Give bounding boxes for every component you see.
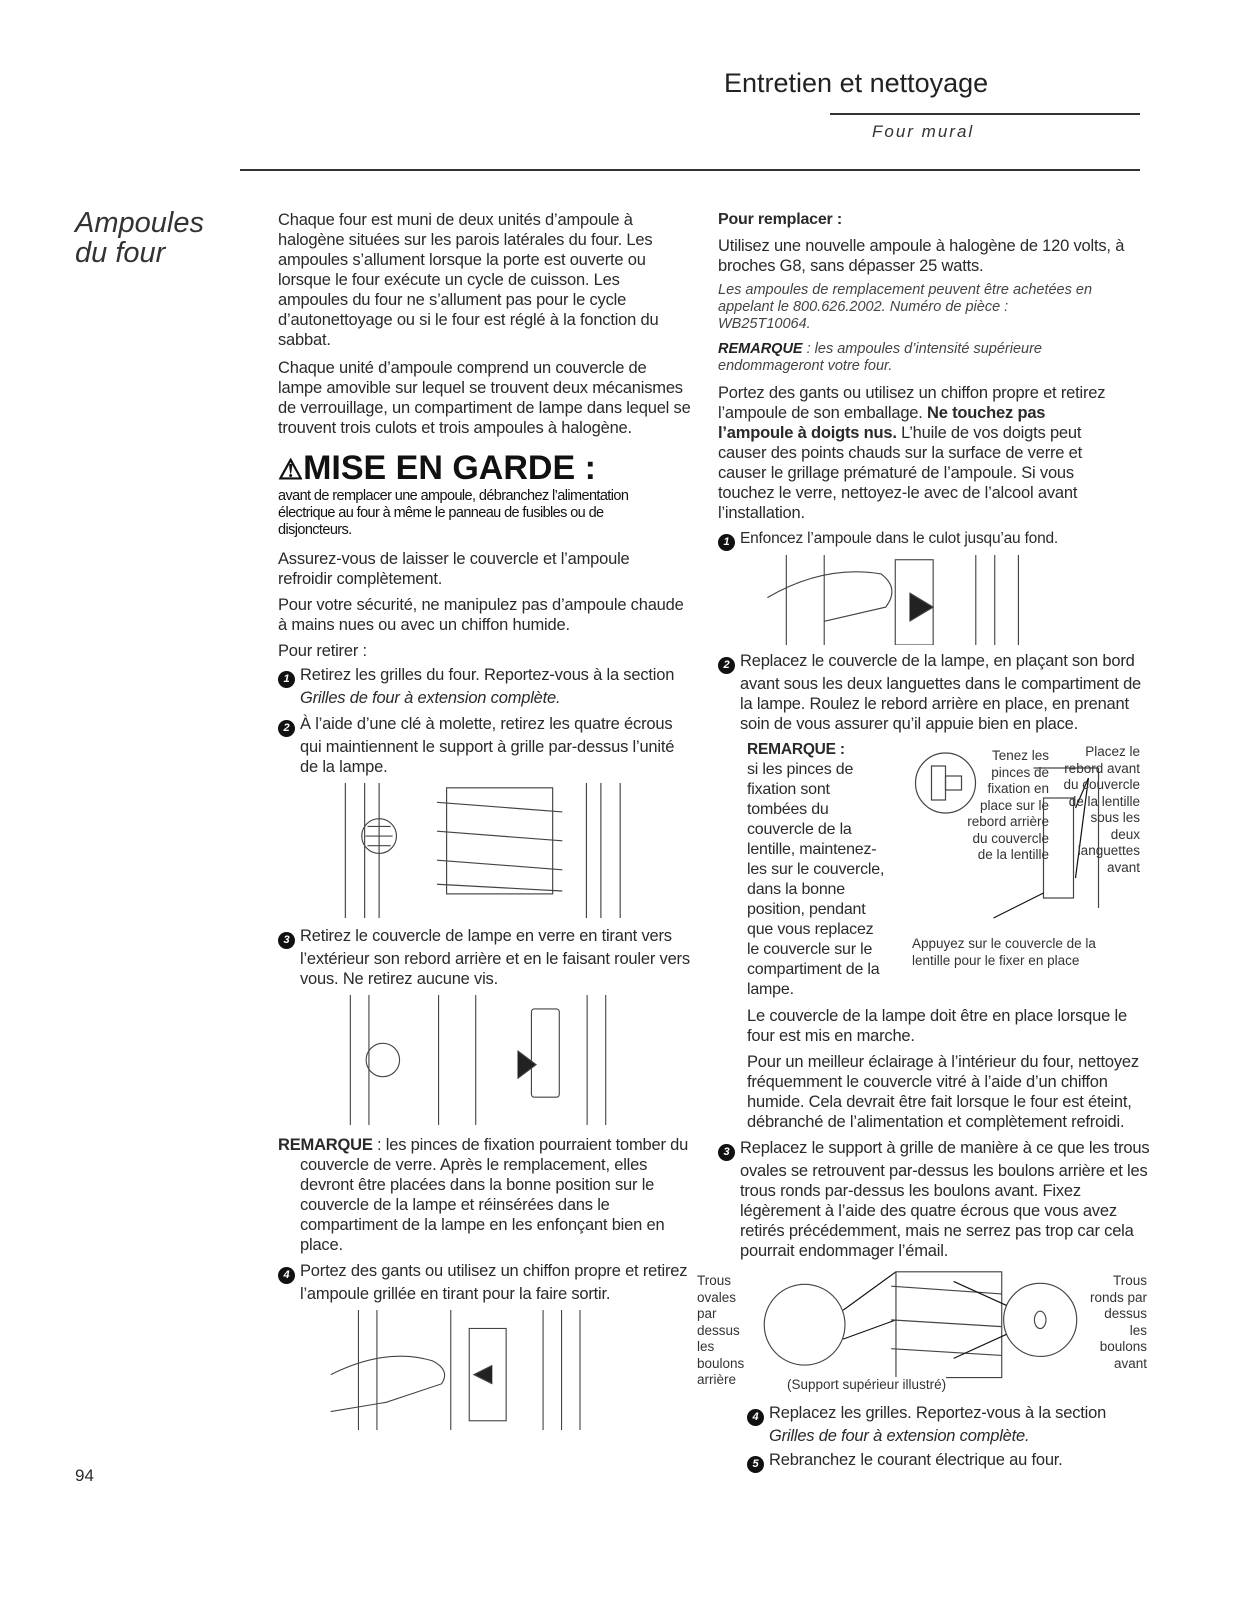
header-rule: [830, 113, 1140, 115]
rack-illustration: [335, 783, 645, 918]
hold-clips-label: Tenez les pinces de fixation en place sur le rebord arrière du couvercle de la lentille: [967, 748, 1049, 862]
section-rule: [240, 169, 1140, 171]
clip-note-row: [718, 740, 1140, 1000]
cover-in-place: Le couvercle de la lampe doit être en place lorsque le four est mis en marche.: [747, 1007, 1127, 1045]
bulb-spec: Utilisez une nouvelle ampoule à halogène de 120 volts, à broches G8, sans dépasser 25 watts.: [718, 237, 1125, 275]
section-title-line1: Ampoules: [75, 207, 204, 239]
remove-heading: Pour retirer :: [278, 642, 367, 660]
remove-step-1: 1 Retirez les grilles du four. Reportez-vous à la section Grilles de four à extension complète.: [278, 665, 693, 708]
remove-step-3: 3 Retirez le couvercle de lampe en verre en tirant vers l’extérieur son rebord arrière et en le faisant rouler vers vous. Ne retirez aucune vis.: [278, 926, 700, 989]
support-label: (Support supérieur illustré): [787, 1377, 947, 1392]
bulb-removal-illustration: [320, 1310, 600, 1430]
round-holes-label: Trous ronds par dessus les boulons avant: [1089, 1273, 1147, 1371]
left-column: [278, 210, 693, 1430]
replace-step-2: 2 Replacez le couvercle de la lampe, en plaçant son bord avant sous les deux languettes dans le compartiment de la lampe. Roulez le rebord arrière en place, en prenant soin de vous assurer qu’il appuie bien en place.: [718, 651, 1150, 734]
rack-support-diagram: [755, 1267, 1085, 1392]
gloves-paragraph: Portez des gants ou utilisez un chiffon propre et retirez l’ampoule de son emballage. Ne touchez pas l’ampoule à doigts nus. L’huile de vos doigts peut causer des points chauds sur la surface de verre et causer le grillage prématuré de l’ampoule. Si vous touchez le verre, nettoyez-le avec de l’alcool avant l’installation.: [718, 384, 1106, 522]
warning-icon: ⚠: [278, 454, 304, 485]
remove-step-2: 2 À l’aide d’une clé à molette, retirez les quatre écrous qui maintiennent le support à grille par-dessus l’unité de la lampe.: [278, 714, 690, 777]
rack-support-box: [697, 1267, 1147, 1397]
press-cover-label: Appuyez sur le couvercle de la lentille pour le fixer en place: [912, 936, 1096, 968]
caution-heading: ⚠MISE EN GARDE :: [278, 449, 596, 487]
place-edge-label: Placez le rebord avant du couvercle de la lentille sous les deux languettes avant: [1063, 744, 1140, 875]
lens-cover-diagram-box: [887, 740, 1140, 980]
header-title: Entretien et nettoyage: [724, 68, 989, 98]
remove-note: REMARQUE : les pinces de fixation pourraient tomber du couvercle de verre. Après le remplacement, elles devront être placées dans la bonne position sur le couvercle de la lampe et réinsérées dans le compartiment de la lampe en les enfonçant bien en place.: [278, 1136, 689, 1254]
wattage-note: REMARQUE : les ampoules d’intensité supérieure endommageront votre four.: [718, 341, 1042, 374]
unit-paragraph: Chaque unité d’ampoule comprend un couvercle de lampe amovible sur lequel se trouvent deux mécanismes de verrouillage, un compartiment de lampe dans lequel se trouvent trois culots et trois ampoules à halogène.: [278, 359, 691, 437]
header-subtitle: Four mural: [872, 122, 975, 141]
bulb-insert-illustration: [760, 555, 1040, 645]
replace-step-3: 3 Replacez le support à grille de manière à ce que les trous ovales se retrouvent par-dessus les boulons arrière et les trous ronds par-dessus les boulons avant. Fixez légèrement à l’aide des quatre écrous que vous avez retirés précédemment, mais ne serrez pas trop car cela pourrait endommager l’émail.: [718, 1138, 1160, 1261]
cool-paragraph: Assurez-vous de laisser le couvercle et l’ampoule refroidir complètement.: [278, 550, 630, 588]
intro-paragraph: Chaque four est muni de deux unités d’ampoule à halogène situées sur les parois latérales du four. Les ampoules s’allument lorsque la porte est ouverte ou lorsque le four exécute un cycle de cuisson. Les ampoules du four ne s’allument pas pour le cycle d’autonettoyage ou si le four est réglé à la fonction du sabbat.: [278, 211, 659, 349]
replace-step-5: 5 Rebranchez le courant électrique au four.: [718, 1450, 1139, 1473]
replace-step-4: 4 Replacez les grilles. Reportez-vous à la section Grilles de four à extension complète.: [718, 1403, 1129, 1446]
oval-holes-label: Trous ovales par dessus les boulons arrière: [697, 1273, 745, 1387]
purchase-info: Les ampoules de remplacement peuvent être achetées en appelant le 800.626.2002. Numéro de pièce : WB25T10064.: [718, 282, 1093, 332]
remove-step-4: 4 Portez des gants ou utilisez un chiffon propre et retirez l’ampoule grillée en tirant pour la faire sortir.: [278, 1261, 720, 1304]
replace-step-1: 1 Enfoncez l’ampoule dans le culot jusqu’au fond.: [718, 529, 1140, 551]
right-column: [697, 210, 1150, 1473]
section-title-line2: du four: [75, 237, 166, 269]
caution-text: avant de remplacer une ampoule, débranchez l’alimentation électrique au four à même le panneau de fusibles ou de disjoncteurs.: [278, 488, 629, 538]
lamp-cover-illustration: [335, 995, 635, 1125]
clip-note: REMARQUE : si les pinces de fixation sont tombées du couvercle de la lentille, maintenez-les sur le couvercle, dans la bonne position, pendant que vous replacez le couvercle sur le compartiment de la lampe.: [747, 741, 885, 998]
cleaning-paragraph: Pour un meilleur éclairage à l’intérieur du four, nettoyez fréquemment le couvercle vitré à l’aide d’un chiffon humide. Cela devrait être fait lorsque le four est éteint, débranché de l’alimentation et complètement refroidi.: [747, 1053, 1139, 1131]
page-number: 94: [75, 1466, 94, 1485]
replace-heading: Pour remplacer :: [718, 211, 842, 228]
safety-paragraph: Pour votre sécurité, ne manipulez pas d’ampoule chaude à mains nues ou avec un chiffon humide.: [278, 596, 684, 634]
section-title: [75, 208, 204, 268]
